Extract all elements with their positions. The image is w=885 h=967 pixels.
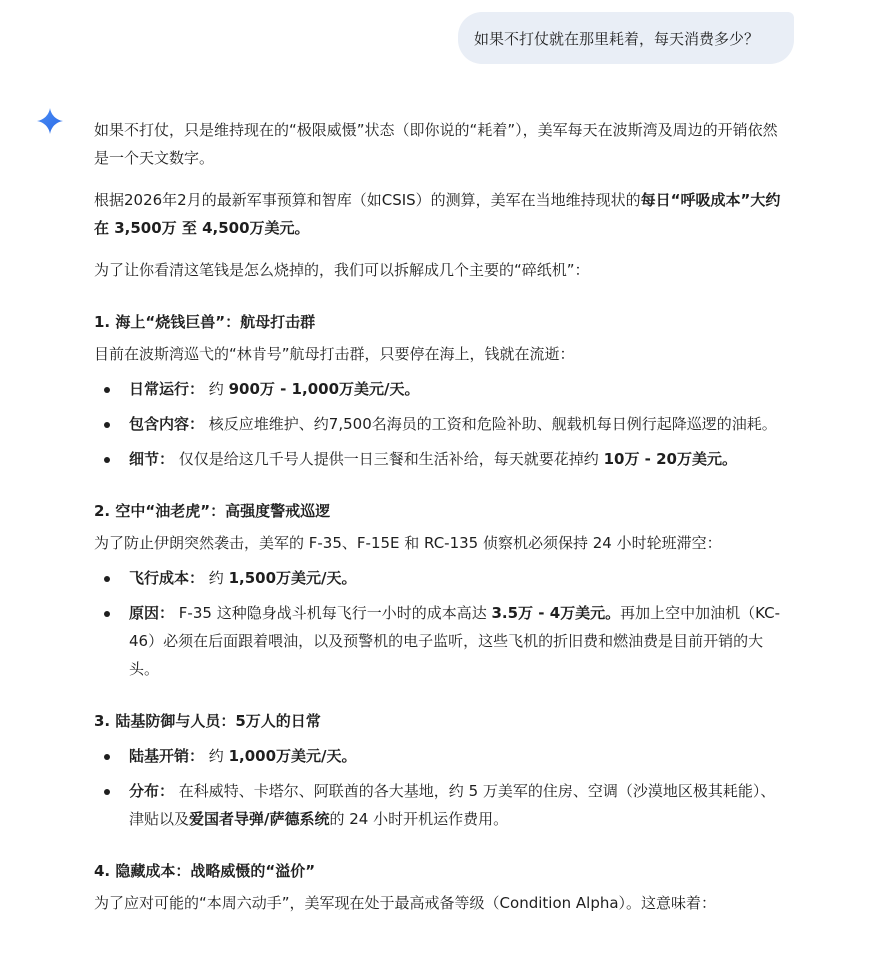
section-intro-carrier: 目前在波斯湾巡弋的“林肯号”航母打击群，只要停在海上，钱就在流逝： — [94, 345, 575, 363]
section-intro-air-patrol: 为了防止伊朗突然袭击，美军的 F-35、F-15E 和 RC-135 侦察机必须保持 24 小时轮班滞空： — [94, 534, 722, 552]
lead-paragraph: 为了让你看清这笔钱是怎么烧掉的，我们可以拆解成几个主要的“碎纸机”： — [94, 261, 590, 279]
air-patrol-bullet-list — [94, 564, 786, 683]
carrier-bullet-list — [94, 375, 786, 473]
list-item: 飞行成本： 约 1,500万美元/天。 — [94, 564, 786, 592]
section-intro-hidden-cost: 为了应对可能的“本周六动手”，美军现在处于最高戒备等级（Condition Alpha）。这意味着： — [94, 894, 717, 912]
estimate-paragraph: 根据2026年2月的最新军事预算和智库（如CSIS）的测算，美军在当地维持现状的每日“呼吸成本”大约在 3,500万 至 4,500万美元。 — [94, 191, 781, 237]
list-item: 细节： 仅仅是给这几千号人提供一日三餐和生活补给，每天就要花掉约 10万 - 20万美元。 — [94, 445, 786, 473]
section-title-ground: 3. 陆基防御与人员：5万人的日常 — [94, 712, 321, 730]
list-item: 陆基开销： 约 1,000万美元/天。 — [94, 742, 786, 770]
user-message-text: 如果不打仗就在那里耗着，每天消费多少？ — [474, 29, 760, 48]
intro-paragraph: 如果不打仗，只是维持现在的“极限威慑”状态（即你说的“耗着”），美军每天在波斯湾及周边的开销依然是一个天文数字。 — [94, 121, 778, 167]
assistant-response — [94, 116, 786, 917]
list-item: 分布： 在科威特、卡塔尔、阿联酋的各大基地，约 5 万美军的住房、空调（沙漠地区极其耗能）、津贴以及爱国者导弹/萨德系统的 24 小时开机运作费用。 — [94, 777, 786, 833]
ground-bullet-list — [94, 742, 786, 833]
gemini-sparkle-icon — [37, 108, 63, 134]
section-title-air-patrol: 2. 空中“油老虎”：高强度警戒巡逻 — [94, 502, 331, 520]
section-title-carrier: 1. 海上“烧钱巨兽”：航母打击群 — [94, 313, 316, 331]
list-item: 包含内容： 核反应堆维护、约7,500名海员的工资和危险补助、舰载机每日例行起降巡逻的油耗。 — [94, 410, 786, 438]
section-title-hidden-cost: 4. 隐藏成本：战略威慑的“溢价” — [94, 862, 316, 880]
user-message-bubble — [458, 12, 794, 64]
list-item: 日常运行： 约 900万 - 1,000万美元/天。 — [94, 375, 786, 403]
list-item: 原因： F-35 这种隐身战斗机每飞行一小时的成本高达 3.5万 - 4万美元。再加上空中加油机（KC-46）必须在后面跟着喂油，以及预警机的电子监听，这些飞机的折旧费和燃油费是目前开销的大头。 — [94, 599, 786, 683]
